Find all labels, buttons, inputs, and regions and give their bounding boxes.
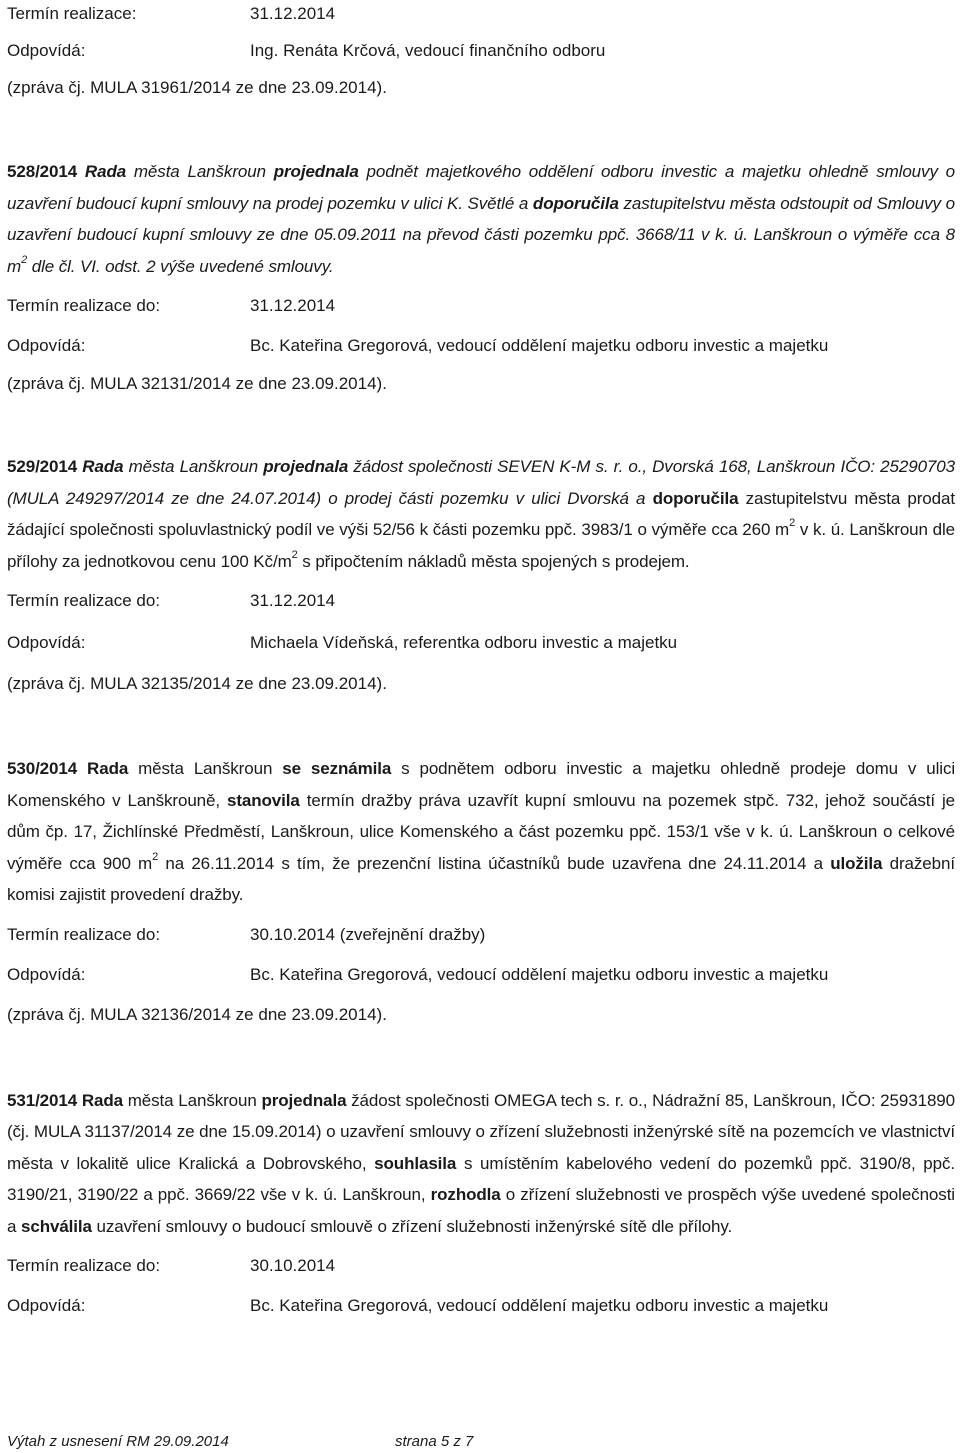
verb-projednala: projednala xyxy=(263,457,349,476)
responsible-value: Bc. Kateřina Gregorová, vedoucí oddělení majetku odboru investic a majetku xyxy=(250,336,829,356)
responsible-row xyxy=(7,35,955,67)
resolution-number: 529/2014 xyxy=(7,457,78,476)
footer-page-number: strana 5 z 7 xyxy=(395,1433,474,1450)
resolution-text: uzavření smlouvy o budoucí smlouvě o zřízení služebnosti inženýrské sítě dle přílohy. xyxy=(91,1216,733,1236)
resolution-text: s připočtením nákladů města spojených s prodejem. xyxy=(297,551,690,571)
deadline-label: Termín realizace: xyxy=(7,4,137,24)
responsible-label: Odpovídá: xyxy=(7,633,86,653)
council-label: Rada xyxy=(82,457,124,476)
verb-doporucila: doporučila xyxy=(532,193,619,213)
council-label: Rada xyxy=(87,759,129,778)
verb-projednala: projednala xyxy=(273,162,359,181)
responsible-row xyxy=(7,959,955,991)
verb-stanovila: stanovila xyxy=(226,790,300,810)
deadline-value: 31.12.2014 xyxy=(250,4,336,24)
report-reference: (zpráva čj. MULA 31961/2014 ze dne 23.09.2014). xyxy=(7,78,387,97)
deadline-value: 30.10.2014 xyxy=(250,1256,336,1276)
deadline-label: Termín realizace do: xyxy=(7,1256,161,1276)
verb-doporucila: doporučila xyxy=(652,488,739,508)
verb-seznamila: se seznámila xyxy=(282,759,392,778)
report-reference: (zpráva čj. MULA 32136/2014 ze dne 23.09.2014). xyxy=(7,1004,387,1024)
responsible-value: Bc. Kateřina Gregorová, vedoucí oddělení majetku odboru investic a majetku xyxy=(250,1296,829,1316)
footer-document-title: Výtah z usnesení RM 29.09.2014 xyxy=(7,1433,229,1450)
report-reference: (zpráva čj. MULA 32135/2014 ze dne 23.09.2014). xyxy=(7,674,387,693)
resolution-text: zastupitelstvu města prodat žádající společnosti spoluvlastnický podíl ve výši 52/56 k části pozemku ppč. 3983/1 o výměře cca 260 m xyxy=(7,488,955,539)
resolution-text: s podnětem odboru investic a majetku ohledně prodeje domu v ulici Komenského v Lanškrouně, xyxy=(7,759,956,810)
verb-ulozila: uložila xyxy=(830,853,883,873)
resolution-text: města Lanškroun xyxy=(123,457,264,476)
resolution-text: dražební komisi zajistit provedení dražby. xyxy=(7,853,955,904)
resolution-number: 531/2014 xyxy=(7,1090,78,1110)
deadline-row xyxy=(7,290,955,322)
resolution-text: dle čl. VI. odst. 2 výše uvedené smlouvy. xyxy=(27,256,334,276)
deadline-row xyxy=(7,585,955,617)
responsible-value: Ing. Renáta Krčová, vedoucí finančního odboru xyxy=(250,41,606,61)
resolution-529 xyxy=(7,451,955,577)
verb-rozhodla: rozhodla xyxy=(430,1185,501,1204)
superscript: 2 xyxy=(152,850,159,863)
resolution-number: 530/2014 xyxy=(7,759,78,778)
superscript: 2 xyxy=(291,548,298,561)
superscript: 2 xyxy=(21,253,28,266)
resolution-531 xyxy=(7,1085,955,1243)
resolution-528 xyxy=(7,156,955,282)
resolution-text: města Lanškroun xyxy=(126,162,274,181)
verb-souhlasila: souhlasila xyxy=(374,1153,457,1173)
resolution-text: podnět majetkového oddělení odboru investic a majetku ohledně smlouvy o uzavření budoucí kupní smlouvy na prodej pozemku v ulici K. Světlé a xyxy=(7,162,955,213)
verb-schvalila: schválila xyxy=(20,1216,92,1236)
responsible-row xyxy=(7,330,955,362)
deadline-row xyxy=(7,0,955,30)
responsible-value: Michaela Vídeňská, referentka odboru investic a majetku xyxy=(250,633,678,653)
responsible-label: Odpovídá: xyxy=(7,1296,86,1316)
deadline-value: 30.10.2014 (zveřejnění dražby) xyxy=(250,924,486,944)
superscript: 2 xyxy=(789,517,796,530)
resolution-number: 528/2014 xyxy=(7,162,78,181)
resolution-text: o zřízení služebnosti ve prospěch výše uvedené společnosti a xyxy=(7,1185,955,1236)
council-label: Rada xyxy=(81,1090,124,1110)
resolution-text: na 26.11.2014 s tím, že prezenční listina účastníků bude uzavřena dne 24.11.2014 a xyxy=(158,853,831,873)
deadline-label: Termín realizace do: xyxy=(7,296,161,316)
resolution-530 xyxy=(7,753,955,911)
document-page xyxy=(7,0,955,1322)
responsible-row xyxy=(7,1290,955,1322)
council-label: Rada xyxy=(84,162,127,181)
resolution-text: zastupitelstvu města odstoupit od Smlouvy o uzavření budoucí kupní smlouvy ze dne 05.09.2011 na převod části pozemku ppč. 3668/11 v k. ú. Lanškroun o výměře cca 8 m xyxy=(7,193,956,276)
report-reference: (zpráva čj. MULA 32131/2014 ze dne 23.09.2014). xyxy=(7,374,387,393)
deadline-row xyxy=(7,1250,955,1282)
deadline-row xyxy=(7,919,955,951)
deadline-label: Termín realizace do: xyxy=(7,924,161,944)
responsible-label: Odpovídá: xyxy=(7,41,86,61)
responsible-label: Odpovídá: xyxy=(7,964,86,984)
page-footer xyxy=(7,1432,474,1452)
resolution-text: termín dražby práva uzavřít kupní smlouvu na pozemek stpč. 732, jehož součástí je dům čp. 17, Žichlínské Předměstí, Lanškroun, ulice Komenského a část pozemku ppč. 153/1 vše v k. ú. Lanškroun o celkové výměře cca 900 m xyxy=(7,790,955,873)
deadline-label: Termín realizace do: xyxy=(7,591,161,611)
deadline-value: 31.12.2014 xyxy=(250,591,336,611)
resolution-text: města Lanškroun xyxy=(128,759,283,778)
resolution-text: města Lanškroun xyxy=(123,1090,262,1110)
deadline-value: 31.12.2014 xyxy=(250,296,336,316)
verb-projednala: projednala xyxy=(261,1090,347,1110)
responsible-row xyxy=(7,627,955,659)
resolution-text: žádost společnosti OMEGA tech s. r. o., Nádražní 85, Lanškroun, IČO: 25931890 (čj. MULA 31137/2014 ze dne 15.09.2014) o uzavření smlouvy o zřízení služebnosti inženýrské sítě na pozemcích ve vlastnictví města v lokalitě ulice Kralická a Dobrovského, xyxy=(7,1090,956,1173)
responsible-label: Odpovídá: xyxy=(7,336,86,356)
resolution-text: s umístěním kabelového vedení do pozemků ppč. 3190/8, ppč. 3190/21, 3190/22 a ppč. 3669/22 vše v k. ú. Lanškroun, xyxy=(7,1153,956,1204)
resolution-text: v k. ú. Lanškroun dle přílohy za jednotkovou cenu 100 Kč/m xyxy=(7,520,955,571)
responsible-value: Bc. Kateřina Gregorová, vedoucí oddělení majetku odboru investic a majetku xyxy=(250,964,829,984)
resolution-text: žádost společnosti SEVEN K-M s. r. o., Dvorská 168, Lanškroun IČO: 25290703 (MULA 249297/2014 ze dne 24.07.2014) o prodej části pozemku v ulici Dvorská a xyxy=(7,457,955,508)
